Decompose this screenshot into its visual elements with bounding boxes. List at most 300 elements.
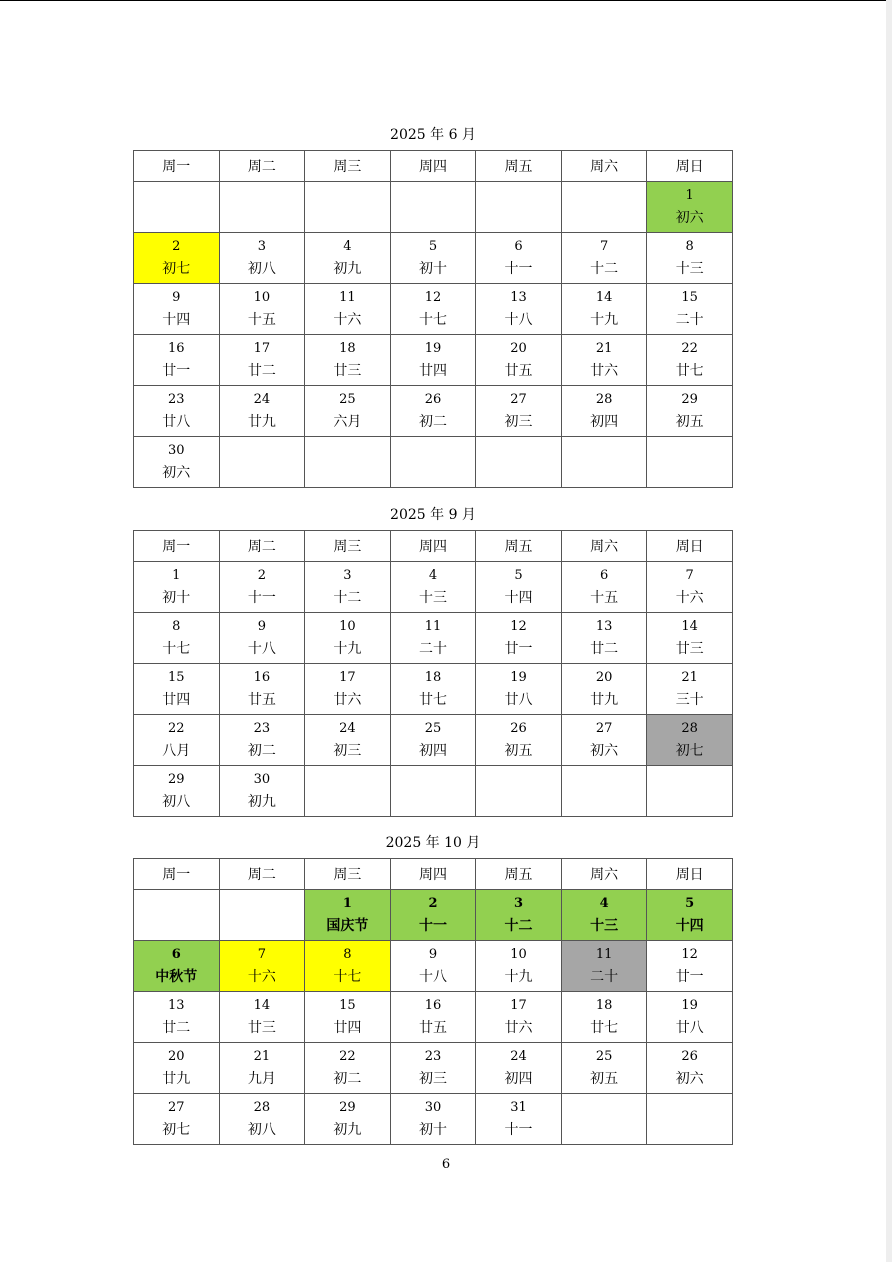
weekday-header: 周五 [476, 859, 562, 890]
weekday-header: 周二 [219, 151, 305, 182]
weekday-header: 周日 [647, 859, 733, 890]
day-number: 17 [339, 670, 356, 685]
weekday-header: 周日 [647, 531, 733, 562]
lunar-date: 廿五 [504, 363, 533, 379]
day-number: 10 [510, 947, 527, 962]
empty-cell [476, 766, 562, 817]
day-number: 13 [168, 998, 185, 1013]
lunar-date: 廿九 [590, 692, 619, 708]
weekday-header: 周二 [219, 531, 305, 562]
day-cell [390, 664, 476, 715]
lunar-date: 十一 [504, 261, 533, 277]
lunar-date: 十四 [162, 312, 191, 328]
day-number: 3 [514, 896, 524, 911]
day-number: 12 [681, 947, 698, 962]
day-number: 27 [168, 1100, 185, 1115]
day-cell [647, 992, 733, 1043]
page-number: 6 [441, 1157, 451, 1172]
lunar-date: 十二 [333, 590, 362, 606]
day-number: 26 [681, 1049, 698, 1064]
day-cell [134, 1094, 220, 1145]
day-number: 26 [424, 392, 442, 407]
day-cell [647, 284, 733, 335]
week-row [134, 233, 733, 284]
day-number: 4 [599, 896, 609, 911]
lunar-date: 初九 [247, 794, 276, 810]
lunar-date: 廿九 [162, 1071, 191, 1087]
lunar-date: 廿四 [418, 363, 447, 379]
day-cell [305, 284, 391, 335]
month-title: 2025 年 6 月 [390, 127, 476, 143]
day-cell [390, 335, 476, 386]
lunar-date: 十四 [504, 590, 533, 606]
weekday-header-row [134, 151, 733, 182]
lunar-date: 十一 [247, 590, 276, 606]
empty-cell [134, 182, 220, 233]
day-number: 23 [424, 1049, 442, 1064]
lunar-date: 十八 [418, 969, 447, 985]
day-cell [219, 613, 305, 664]
lunar-date: 初四 [590, 414, 619, 430]
week-row [134, 1094, 733, 1145]
day-cell [305, 1094, 391, 1145]
day-number: 21 [253, 1049, 271, 1064]
lunar-date: 廿一 [675, 969, 704, 985]
week-row [134, 386, 733, 437]
day-number: 14 [253, 998, 271, 1013]
day-cell [561, 941, 647, 992]
day-cell [476, 715, 562, 766]
day-cell [476, 1043, 562, 1094]
weekday-header-row [134, 531, 733, 562]
day-cell [134, 437, 220, 488]
day-number: 8 [685, 239, 694, 254]
day-number: 21 [595, 341, 613, 356]
day-cell [305, 941, 391, 992]
day-cell [390, 233, 476, 284]
day-number: 15 [168, 670, 185, 685]
day-cell [647, 335, 733, 386]
lunar-date: 十八 [247, 641, 276, 657]
day-cell [219, 664, 305, 715]
day-cell [561, 284, 647, 335]
lunar-date: 二十 [675, 312, 704, 328]
day-number: 2 [257, 568, 266, 583]
lunar-date: 初十 [418, 1122, 447, 1138]
day-number: 16 [168, 341, 185, 356]
day-number: 17 [510, 998, 527, 1013]
day-cell [647, 386, 733, 437]
lunar-date: 国庆节 [326, 918, 369, 934]
day-cell [561, 562, 647, 613]
lunar-date: 廿六 [333, 692, 362, 708]
lunar-date: 初五 [504, 743, 533, 759]
weekday-header: 周日 [647, 151, 733, 182]
week-row [134, 182, 733, 233]
day-number: 5 [685, 896, 695, 911]
day-cell [219, 941, 305, 992]
day-cell [476, 613, 562, 664]
week-row [134, 766, 733, 817]
day-cell [647, 890, 733, 941]
lunar-date: 廿二 [590, 641, 619, 657]
lunar-date: 廿六 [590, 363, 619, 379]
month-title: 2025 年 9 月 [390, 507, 476, 523]
empty-cell [476, 182, 562, 233]
empty-cell [561, 1094, 647, 1145]
lunar-date: 廿三 [675, 641, 704, 657]
lunar-date: 二十 [590, 969, 619, 985]
day-number: 7 [257, 947, 266, 962]
lunar-date: 十三 [675, 261, 704, 277]
lunar-date: 廿一 [162, 363, 191, 379]
day-cell [219, 1043, 305, 1094]
day-number: 20 [168, 1049, 185, 1064]
empty-cell [219, 437, 305, 488]
day-number: 7 [599, 239, 609, 254]
day-number: 9 [428, 947, 438, 962]
day-number: 6 [171, 947, 181, 962]
day-number: 19 [681, 998, 698, 1013]
lunar-date: 三十 [675, 692, 704, 708]
day-cell [134, 941, 220, 992]
weekday-header: 周三 [305, 531, 391, 562]
day-number: 10 [253, 290, 271, 305]
week-row [134, 613, 733, 664]
lunar-date: 初五 [590, 1071, 619, 1087]
lunar-date: 初十 [418, 261, 447, 277]
week-row [134, 1043, 733, 1094]
day-number: 19 [510, 670, 527, 685]
lunar-date: 廿二 [162, 1020, 191, 1036]
lunar-date: 初六 [675, 210, 704, 226]
lunar-date: 八月 [162, 743, 191, 759]
lunar-date: 十七 [418, 312, 447, 328]
day-cell [219, 992, 305, 1043]
empty-cell [134, 890, 220, 941]
day-number: 20 [595, 670, 613, 685]
day-cell [305, 715, 391, 766]
day-cell [390, 1043, 476, 1094]
lunar-date: 初三 [504, 414, 533, 430]
empty-cell [561, 437, 647, 488]
day-number: 27 [510, 392, 527, 407]
day-number: 25 [595, 1049, 613, 1064]
day-cell [561, 335, 647, 386]
day-cell [219, 1094, 305, 1145]
lunar-date: 初九 [333, 1122, 362, 1138]
lunar-date: 十三 [590, 918, 619, 934]
lunar-date: 六月 [333, 414, 362, 430]
empty-cell [476, 437, 562, 488]
day-cell [476, 664, 562, 715]
week-row [134, 284, 733, 335]
day-cell [647, 941, 733, 992]
lunar-date: 初六 [590, 743, 619, 759]
day-cell [647, 715, 733, 766]
empty-cell [219, 890, 305, 941]
day-cell [647, 233, 733, 284]
day-number: 7 [685, 568, 694, 583]
day-cell [305, 613, 391, 664]
day-cell [561, 233, 647, 284]
day-cell [219, 715, 305, 766]
day-number: 15 [681, 290, 698, 305]
lunar-date: 初二 [247, 743, 276, 759]
day-number: 20 [510, 341, 527, 356]
weekday-header: 周三 [305, 151, 391, 182]
day-number: 28 [595, 392, 613, 407]
lunar-date: 初六 [162, 465, 191, 481]
week-row [134, 890, 733, 941]
page-edge-shade [886, 0, 892, 1262]
day-cell [476, 233, 562, 284]
lunar-date: 廿七 [590, 1020, 619, 1036]
lunar-date: 十九 [333, 641, 362, 657]
week-row [134, 941, 733, 992]
day-cell [219, 284, 305, 335]
lunar-date: 初二 [333, 1071, 362, 1087]
lunar-date: 初三 [418, 1071, 447, 1087]
day-number: 12 [424, 290, 442, 305]
lunar-date: 初四 [504, 1071, 533, 1087]
lunar-date: 廿二 [247, 363, 276, 379]
day-cell [561, 613, 647, 664]
day-cell [134, 386, 220, 437]
day-cell [476, 562, 562, 613]
day-number: 1 [172, 568, 181, 583]
day-number: 26 [510, 721, 527, 736]
day-cell [647, 1043, 733, 1094]
week-row [134, 664, 733, 715]
week-row [134, 562, 733, 613]
day-number: 9 [172, 290, 181, 305]
day-cell [390, 992, 476, 1043]
day-number: 31 [510, 1100, 527, 1115]
empty-cell [305, 182, 391, 233]
day-number: 11 [595, 947, 613, 962]
day-number: 23 [168, 392, 185, 407]
weekday-header: 周一 [134, 151, 220, 182]
day-cell [219, 562, 305, 613]
day-cell [134, 1043, 220, 1094]
lunar-date: 廿六 [504, 1020, 533, 1036]
lunar-date: 初八 [162, 794, 191, 810]
day-number: 10 [339, 619, 356, 634]
day-number: 16 [424, 998, 442, 1013]
calendar-table [133, 858, 733, 1145]
lunar-date: 十九 [504, 969, 533, 985]
day-number: 15 [339, 998, 356, 1013]
day-cell [647, 613, 733, 664]
day-number: 22 [339, 1049, 356, 1064]
lunar-date: 十五 [590, 590, 619, 606]
day-cell [647, 562, 733, 613]
day-number: 5 [428, 239, 438, 254]
day-cell [305, 562, 391, 613]
lunar-date: 初七 [162, 1122, 191, 1138]
day-cell [476, 941, 562, 992]
lunar-date: 十四 [675, 918, 704, 934]
day-number: 28 [681, 721, 698, 736]
day-number: 18 [595, 998, 613, 1013]
weekday-header: 周一 [134, 531, 220, 562]
day-number: 13 [595, 619, 613, 634]
weekday-header: 周一 [134, 859, 220, 890]
lunar-date: 廿七 [675, 363, 704, 379]
day-cell [134, 233, 220, 284]
empty-cell [390, 437, 476, 488]
day-number: 28 [253, 1100, 271, 1115]
lunar-date: 廿四 [333, 1020, 362, 1036]
day-cell [476, 1094, 562, 1145]
empty-cell [219, 182, 305, 233]
day-cell [305, 1043, 391, 1094]
lunar-date: 十五 [247, 312, 276, 328]
day-cell [134, 766, 220, 817]
day-number: 9 [257, 619, 266, 634]
lunar-date: 廿四 [162, 692, 191, 708]
lunar-date: 十一 [504, 1122, 533, 1138]
empty-cell [561, 182, 647, 233]
day-cell [134, 284, 220, 335]
day-cell [476, 335, 562, 386]
day-number: 29 [681, 392, 698, 407]
day-number: 3 [257, 239, 266, 254]
day-cell [390, 562, 476, 613]
day-number: 17 [253, 341, 271, 356]
weekday-header: 周四 [390, 531, 476, 562]
lunar-date: 廿八 [162, 414, 191, 430]
day-number: 8 [172, 619, 181, 634]
day-cell [219, 233, 305, 284]
day-cell [134, 335, 220, 386]
day-cell [647, 182, 733, 233]
day-number: 30 [253, 772, 271, 787]
day-cell [561, 992, 647, 1043]
lunar-date: 廿九 [247, 414, 276, 430]
lunar-date: 十八 [504, 312, 533, 328]
day-number: 29 [339, 1100, 356, 1115]
week-row [134, 335, 733, 386]
month-title: 2025 年 10 月 [385, 835, 481, 851]
day-number: 12 [510, 619, 527, 634]
calendar-table [133, 530, 733, 817]
day-cell [476, 890, 562, 941]
day-number: 2 [428, 896, 438, 911]
weekday-header: 周四 [390, 151, 476, 182]
day-cell [134, 992, 220, 1043]
day-cell [305, 664, 391, 715]
day-cell [476, 386, 562, 437]
calendar-table [133, 150, 733, 488]
weekday-header: 周六 [561, 531, 647, 562]
day-number: 25 [424, 721, 442, 736]
week-row [134, 715, 733, 766]
day-number: 29 [168, 772, 185, 787]
day-number: 14 [595, 290, 613, 305]
day-cell [305, 992, 391, 1043]
day-cell [476, 284, 562, 335]
lunar-date: 初二 [418, 414, 447, 430]
lunar-date: 初六 [675, 1071, 704, 1087]
lunar-date: 初四 [418, 743, 447, 759]
day-number: 8 [343, 947, 352, 962]
day-cell [134, 613, 220, 664]
day-cell [390, 386, 476, 437]
day-cell [219, 386, 305, 437]
empty-cell [305, 766, 391, 817]
day-number: 4 [343, 239, 352, 254]
day-cell [219, 335, 305, 386]
day-number: 18 [339, 341, 356, 356]
day-number: 19 [424, 341, 442, 356]
week-row [134, 992, 733, 1043]
day-number: 3 [343, 568, 352, 583]
day-cell [219, 766, 305, 817]
lunar-date: 中秋节 [155, 969, 198, 985]
lunar-date: 初八 [247, 1122, 276, 1138]
lunar-date: 九月 [247, 1071, 276, 1087]
weekday-header: 周五 [476, 151, 562, 182]
weekday-header: 周三 [305, 859, 391, 890]
day-number: 24 [339, 721, 356, 736]
day-number: 6 [599, 568, 609, 583]
lunar-date: 十二 [504, 918, 533, 934]
day-cell [390, 890, 476, 941]
empty-cell [390, 182, 476, 233]
day-cell [305, 335, 391, 386]
day-number: 23 [253, 721, 271, 736]
day-cell [561, 664, 647, 715]
day-number: 22 [681, 341, 698, 356]
day-number: 5 [514, 568, 523, 583]
lunar-date: 廿八 [504, 692, 533, 708]
lunar-date: 十七 [333, 969, 362, 985]
empty-cell [305, 437, 391, 488]
weekday-header: 周二 [219, 859, 305, 890]
lunar-date: 初十 [162, 590, 191, 606]
day-cell [390, 284, 476, 335]
day-cell [390, 613, 476, 664]
day-cell [561, 890, 647, 941]
day-number: 14 [681, 619, 698, 634]
day-number: 24 [510, 1049, 527, 1064]
week-row [134, 437, 733, 488]
weekday-header: 周六 [561, 859, 647, 890]
day-number: 22 [168, 721, 185, 736]
empty-cell [647, 1094, 733, 1145]
empty-cell [561, 766, 647, 817]
weekday-header: 周四 [390, 859, 476, 890]
day-cell [561, 386, 647, 437]
lunar-date: 初三 [333, 743, 362, 759]
lunar-date: 十六 [333, 312, 362, 328]
day-number: 1 [342, 896, 352, 911]
day-number: 4 [428, 568, 438, 583]
day-cell [561, 715, 647, 766]
lunar-date: 初五 [675, 414, 704, 430]
day-cell [561, 1043, 647, 1094]
lunar-date: 初七 [675, 743, 704, 759]
day-cell [134, 715, 220, 766]
day-cell [305, 386, 391, 437]
lunar-date: 初八 [247, 261, 276, 277]
day-number: 2 [172, 239, 181, 254]
lunar-date: 廿五 [418, 1020, 447, 1036]
day-number: 6 [514, 239, 523, 254]
day-cell [476, 992, 562, 1043]
